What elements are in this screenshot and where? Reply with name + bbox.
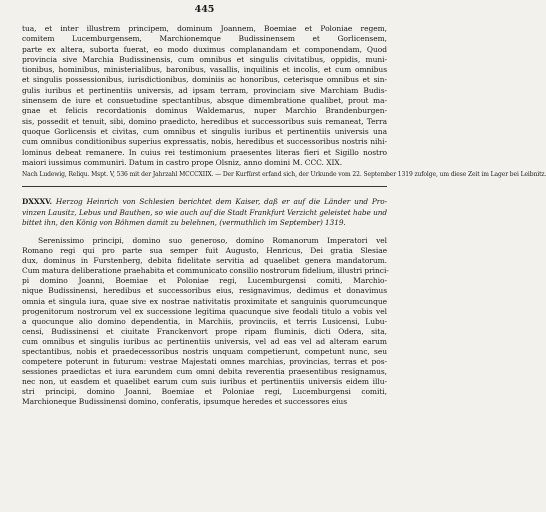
charter-line: tua, et inter illustrem principem, dominum Joannem, Boemiae et Poloniae regem, [22, 24, 387, 33]
charter-line: quoque Gorlicensis et civitas, cum omnibus et singulis iuribus et pertinentiis universis una [22, 126, 387, 136]
regest-line [22, 197, 387, 207]
charter-line: tionibus, hominibus, ministerialibus, baronibus, vasallis, inquilinis et incolis, et cum omnibus [22, 65, 387, 75]
charter-line: censi, Budissinensi et ciuitate Franckenvort prope ripam fluminis, dicti Odera, sita, [22, 326, 387, 336]
charter-line: lominus debeat remanere. In cuius rei testimonium praesentes literas fieri et Sigillo nostro [22, 147, 387, 157]
charter-line: cum omnibus et singulis iuribus ac pertinentiis universis, vel ad eas vel ad alteram earum [22, 336, 387, 346]
section-divider [22, 186, 387, 187]
charter-line: a quocunque alio domino dependentia, in Marchiis, provinciis, et terris Lusicensi, Lubu- [22, 316, 387, 326]
regest [22, 197, 387, 228]
source-note: Nach Ludewig, Reliqu. Mspt. V, 536 mit der Jahrzahl MCCCXIIX. — Der Kurfürst erfand sich, der Urkunde vom 22. September 1319 zufolge, um diese Zeit im Lager bei Leibnitz. [22, 171, 546, 179]
charter-text [22, 236, 387, 408]
charter-line: maiori iussimus communiri. Datum in castro prope Olsniz, anno domini M. CCC. XIX. [22, 157, 343, 167]
charter-line: stri principi, domino Joanni, Boemiae et Poloniae regi, Lucemburgensi comiti, [22, 387, 387, 397]
charter-line: competere poterunt in futurum: vestrae Majestati omnes marchias, provincias, terras et pos- [22, 357, 387, 367]
charter-line: omnia et singula iura, quae sive ex nostrae nativitatis proximitate et sanguinis quorumcunque [22, 296, 387, 306]
charter-line: pi domino Joanni, Boemiae et Poloniae regi, Lucemburgensi comiti, Marchio- [22, 276, 387, 286]
charter-line: gulis iuribus et pertinentiis universis, ad ipsam terram, provinciam sive Marchiam Budis- [22, 85, 387, 95]
charter-line: provincia sive Marchia Budissinensis, cum omnibus et singulis civitatibus, oppidis, muni- [22, 54, 387, 64]
charter-line: sinensem de iure et consuetudine spectantibus, absque dimembratione qualibet, prout ma- [22, 96, 387, 106]
charter-line: dux, dominus in Furstenberg, debita fidelitate servitia ad quaelibet genera mandatorum. [22, 256, 387, 266]
charter-line: gnae et felicis recordationis dominus Waldemarus, nuper Marchio Brandenburgen- [22, 106, 387, 116]
charter-line: parte ex altera, suborta fuerat, eo modo duximus complanandam et componendam, Quod [22, 44, 387, 54]
charter-line: sessiones praedictas et iura earundem cum omni debita reverentia praesentibus resignamus, [22, 367, 387, 377]
page-number: 445 [194, 4, 215, 15]
regest-line-text: Herzog Heinrich von Schlesien berichtet dem Kaiser, daß er auf die Länder und Pro- [55, 197, 387, 207]
charter-line: Serenissimo principi, domino suo generoso, domino Romanorum Imperatori vel [38, 235, 387, 245]
charter-line: Romano regi qui pro parte sua semper fuit Augusto, Henricus, Dei gratia Slesiae [22, 246, 387, 256]
regest-line: vinzen Lausitz, Lebus und Bauthen, so wie auch auf die Stadt Frankfurt Verzicht geleistet habe und [22, 207, 387, 217]
regest-line: bittet ihn, den König von Böhmen damit zu belehnen, (vermuthlich im September) 1319. [22, 217, 346, 227]
charter-line: comitem Lucemburgensem, Marchionemque Budissinensem et Gorlicensem, [22, 34, 387, 44]
charter-line: progenitorum nostrorum vel ex successione legitima quacunque sive feodali titulo a vobis vel [22, 306, 387, 316]
charter-continuation [22, 24, 387, 168]
document-number: DXXXV. [22, 197, 52, 207]
charter-line: Marchioneque Budissinensi domino, conferatis, ipsumque heredes et successores eius [22, 397, 348, 407]
charter-line: nique Budissinensi, heredibus et successoribus eius, resignavimus, dedimus et donavimus [22, 286, 387, 296]
charter-line: Cum matura deliberatione praehabita et communicato consilio nostrorum fidelium, illustri princi- [22, 266, 389, 276]
charter-line: cum omnibus conditionibus superius expressatis, nobis, heredibus et successoribus nostris nihi- [22, 137, 387, 147]
charter-line: et singulis possessionibus, iurisdictionibus, dominiis ac honoribus, ceterisque omnibus et sin- [22, 75, 387, 85]
charter-line: nec non, ut easdem et quaelibet earum cum suis iuribus et pertinentiis universis eidem illu- [22, 377, 387, 387]
charter-line: spectantibus, nobis et praedecessoribus nostris unquam competierunt, competunt nunc, seu [22, 347, 387, 356]
charter-line: sis, possedit et tenuit, sibi, domino praedicto, heredibus et successoribus suis remaneat, Terra [22, 116, 387, 126]
